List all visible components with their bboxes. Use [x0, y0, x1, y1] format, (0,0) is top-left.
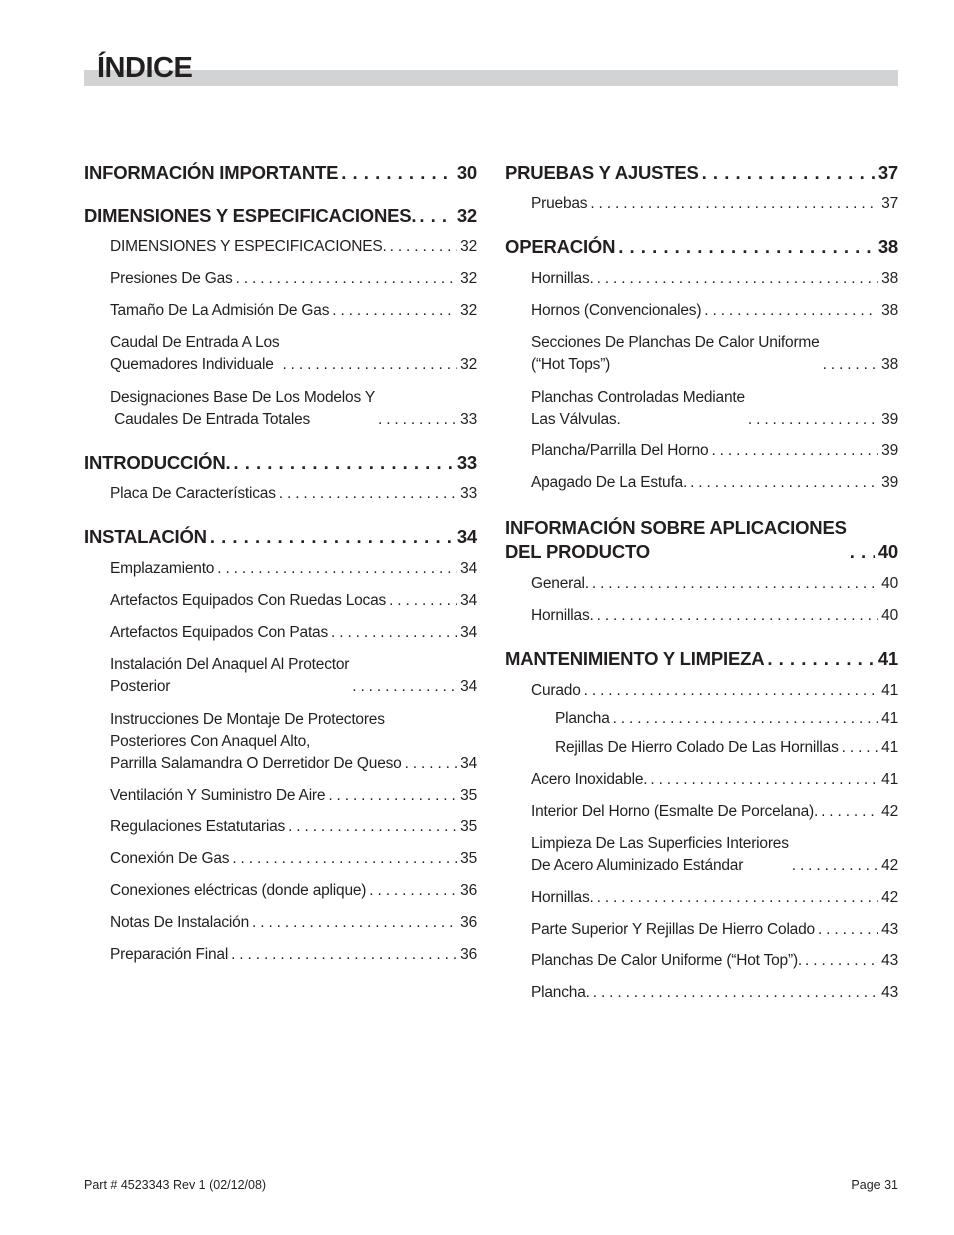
toc-entry-label: Planchas De Calor Uniforme (“Hot Top”).	[531, 952, 803, 969]
dot-leader	[593, 982, 878, 1004]
toc-entry-page: 34	[456, 526, 477, 547]
toc-entry-page: 36	[460, 946, 477, 963]
dot-leader	[352, 676, 457, 698]
dot-leader	[805, 950, 878, 972]
toc-entry[interactable]	[531, 833, 898, 877]
toc-entry-page: 34	[460, 592, 477, 609]
toc-entry-label: Hornos (Convencionales)	[531, 302, 702, 319]
toc-entry[interactable]	[110, 300, 477, 322]
toc-entry[interactable]	[110, 848, 477, 870]
toc-entry-label	[110, 387, 375, 431]
toc-entry[interactable]	[110, 785, 477, 807]
toc-entry[interactable]	[84, 204, 477, 228]
toc-entry-page: 41	[881, 739, 898, 756]
toc-entry-page: 35	[460, 787, 477, 804]
toc-entry-label: INFORMACIÓN IMPORTANTE	[84, 162, 339, 183]
toc-entry[interactable]	[531, 950, 898, 972]
toc-entry[interactable]	[531, 982, 898, 1004]
toc-entry[interactable]	[555, 708, 898, 730]
dot-leader	[704, 300, 878, 322]
toc-entry-label: Hornillas.	[531, 607, 594, 624]
dot-leader	[690, 472, 878, 494]
toc-entry-page: 37	[877, 162, 898, 183]
toc-entry[interactable]	[110, 590, 477, 612]
dot-leader	[711, 440, 878, 462]
toc-entry-page: 34	[460, 678, 477, 695]
dot-leader	[748, 409, 878, 431]
dot-leader	[584, 680, 879, 702]
toc-entry[interactable]	[505, 647, 898, 671]
toc-entry-label-line: Instrucciones De Montaje De Protectores	[110, 711, 385, 728]
toc-entry-page: 41	[881, 710, 898, 727]
dot-leader	[597, 887, 879, 909]
toc-entry[interactable]	[110, 880, 477, 902]
page-title: ÍNDICE	[97, 52, 193, 84]
toc-entry-page: 43	[881, 984, 898, 1001]
dot-leader	[232, 848, 457, 870]
toc-entry[interactable]	[505, 161, 898, 185]
title-bar	[84, 70, 898, 86]
toc-entry-label: Notas De Instalación	[110, 914, 250, 931]
toc-entry-label: Ventilación Y Suministro De Aire	[110, 787, 326, 804]
toc-entry-label: Acero Inoxidable.	[531, 771, 648, 788]
toc-entry-label	[505, 516, 847, 564]
toc-entry[interactable]	[110, 912, 477, 934]
toc-entry-label: Conexiones eléctricas (donde aplique)	[110, 882, 367, 899]
dot-leader	[378, 409, 457, 431]
toc-entry[interactable]	[110, 558, 477, 580]
dot-leader	[592, 573, 878, 595]
toc-entry-label-line: Limpieza De Las Superficies Interiores	[531, 835, 789, 852]
dot-leader	[252, 912, 457, 934]
toc-entry-label: Parte Superior Y Rejillas De Hierro Colado	[531, 921, 815, 938]
toc-entry-label-line: Quemadores Individuale	[110, 356, 274, 373]
toc-entry-label-line: (“Hot Tops”)	[531, 356, 611, 373]
dot-leader	[233, 451, 453, 475]
toc-entry[interactable]	[110, 332, 477, 376]
dot-leader	[597, 605, 879, 627]
toc-entry-page: 38	[881, 270, 898, 287]
dot-leader	[419, 204, 453, 228]
toc-entry-page: 41	[881, 682, 898, 699]
toc-entry[interactable]	[110, 709, 477, 775]
toc-entry-label-line: De Acero Aluminizado Estándar	[531, 857, 744, 874]
toc-entry-label: Presiones De Gas	[110, 270, 233, 287]
toc-entry-label-line: Instalación Del Anaquel Al Protector	[110, 656, 350, 673]
toc-entry-page: 37	[881, 195, 898, 212]
toc-entry[interactable]	[531, 573, 898, 595]
toc-entry-page: 32	[460, 302, 477, 319]
toc-entry[interactable]	[531, 919, 898, 941]
toc-entry[interactable]	[84, 161, 477, 185]
toc-entry-label: Preparación Final	[110, 946, 229, 963]
dot-leader	[210, 525, 454, 549]
dot-leader	[341, 161, 454, 185]
dot-leader	[821, 801, 878, 823]
toc-entry[interactable]	[110, 622, 477, 644]
toc-entry-label: Hornillas.	[531, 270, 594, 287]
toc-entry[interactable]	[505, 516, 898, 564]
toc-entry-label	[110, 332, 279, 376]
toc-entry[interactable]	[110, 387, 477, 431]
toc-entry-page: 33	[460, 485, 477, 502]
toc-entry-label: Rejillas De Hierro Colado De Las Hornillas	[555, 739, 839, 756]
dot-leader	[850, 540, 875, 564]
toc-entry-label: MANTENIMIENTO Y LIMPIEZA	[505, 648, 765, 669]
dot-leader	[231, 944, 457, 966]
toc-entry-label: Emplazamiento	[110, 560, 215, 577]
toc-entry-label: Curado	[531, 682, 581, 699]
toc-entry-label-line: Posterior	[110, 678, 171, 695]
toc-entry[interactable]	[110, 236, 477, 258]
toc-entry-label: Plancha.	[531, 984, 590, 1001]
toc-entry-page: 36	[460, 882, 477, 899]
toc-entry-label: DIMENSIONES Y ESPECIFICACIONES.	[84, 205, 417, 226]
toc-entry-page: 32	[456, 205, 477, 226]
toc-entry-label-line: Planchas Controladas Mediante	[531, 389, 745, 406]
toc-entry[interactable]	[531, 300, 898, 322]
dot-leader	[328, 785, 457, 807]
toc-entry-label-line: INFORMACIÓN SOBRE APLICACIONES	[505, 517, 847, 538]
toc-entry-page: 38	[881, 356, 898, 373]
toc-entry-label: Conexión De Gas	[110, 850, 230, 867]
toc-entry[interactable]	[531, 769, 898, 791]
dot-leader	[650, 769, 878, 791]
toc-entry-page: 40	[881, 575, 898, 592]
toc-entry-page: 41	[881, 771, 898, 788]
toc-entry-label-line: Parrilla Salamandra O Derretidor De Queso	[110, 755, 402, 772]
toc-entry-label: DIMENSIONES Y ESPECIFICACIONES.	[110, 238, 387, 255]
dot-leader	[288, 816, 457, 838]
dot-leader	[369, 880, 457, 902]
toc-entry-page: 36	[460, 914, 477, 931]
dot-leader	[618, 235, 875, 259]
toc-entry-label: Pruebas	[531, 195, 588, 212]
toc-entry[interactable]	[531, 440, 898, 462]
toc-entry-page: 33	[456, 452, 477, 473]
toc-entry-page: 35	[460, 850, 477, 867]
toc-entry-label	[531, 833, 789, 877]
dot-leader	[590, 193, 878, 215]
toc-entry-page: 30	[456, 162, 477, 183]
toc-entry-label	[531, 387, 745, 431]
toc-entry[interactable]	[110, 944, 477, 966]
toc-entry-label-line: Posteriores Con Anaquel Alto,	[110, 733, 311, 750]
toc-entry[interactable]	[505, 235, 898, 259]
toc-entry-label: Plancha/Parrilla Del Horno	[531, 442, 709, 459]
toc-entry-label	[110, 654, 349, 698]
toc-entry-label: INSTALACIÓN	[84, 526, 207, 547]
toc-entry-page: 35	[460, 818, 477, 835]
page-number: Page 31	[851, 1178, 898, 1192]
toc-entry-label: INTRODUCCIÓN.	[84, 452, 231, 473]
part-number: Part # 4523343 Rev 1 (02/12/08)	[84, 1178, 267, 1192]
dot-leader	[702, 161, 875, 185]
toc-entry-label: Interior Del Horno (Esmalte De Porcelana).	[531, 803, 819, 820]
toc-entry[interactable]	[110, 816, 477, 838]
toc-entry[interactable]	[110, 268, 477, 290]
toc-entry-label: Apagado De La Estufa.	[531, 474, 688, 491]
toc-entry-label-line: Caudales De Entrada Totales	[110, 411, 311, 428]
dot-leader	[390, 236, 458, 258]
toc-entry-page: 42	[881, 803, 898, 820]
dot-leader	[767, 647, 874, 671]
toc-entry-page: 42	[881, 889, 898, 906]
dot-leader	[613, 708, 879, 730]
dot-leader	[818, 919, 878, 941]
toc-entry[interactable]	[531, 268, 898, 290]
toc-entry-label: Artefactos Equipados Con Patas	[110, 624, 329, 641]
toc-entry[interactable]	[531, 332, 898, 376]
toc-entry[interactable]	[531, 801, 898, 823]
toc-entry[interactable]	[84, 525, 477, 549]
dot-leader	[405, 753, 458, 775]
dot-leader	[282, 354, 457, 376]
dot-leader	[332, 300, 457, 322]
toc-entry-page: 43	[881, 921, 898, 938]
toc-entry-label-line: Caudal De Entrada A Los	[110, 334, 280, 351]
toc-entry-label: OPERACIÓN	[505, 236, 616, 257]
toc-entry-label-line: Designaciones Base De Los Modelos Y	[110, 389, 375, 406]
dot-leader	[842, 737, 879, 759]
toc-entry-page: 38	[877, 236, 898, 257]
toc-entry-page: 40	[881, 607, 898, 624]
toc-entry[interactable]	[110, 654, 477, 698]
toc-entry-page: 42	[881, 857, 898, 874]
toc-entry-page: 39	[881, 474, 898, 491]
dot-leader	[389, 590, 457, 612]
dot-leader	[331, 622, 457, 644]
toc-entry[interactable]	[110, 483, 477, 505]
toc-entry-page: 40	[877, 541, 898, 562]
toc-entry[interactable]	[531, 472, 898, 494]
toc-entry-label: Tamaño De La Admisión De Gas	[110, 302, 330, 319]
toc-entry-page: 39	[881, 442, 898, 459]
toc-entry-page: 39	[881, 411, 898, 428]
toc-entry-label: Artefactos Equipados Con Ruedas Locas	[110, 592, 387, 609]
dot-leader	[597, 268, 879, 290]
toc-entry-label: Regulaciones Estatutarias	[110, 818, 286, 835]
dot-leader	[823, 354, 879, 376]
toc-entry-label	[531, 332, 820, 376]
toc-entry-page: 34	[460, 755, 477, 772]
toc-entry-page: 38	[881, 302, 898, 319]
toc-entry-label: Plancha	[555, 710, 610, 727]
toc-entry[interactable]	[531, 887, 898, 909]
toc-entry-label	[110, 709, 402, 775]
toc-entry[interactable]	[531, 680, 898, 702]
toc-entry-page: 43	[881, 952, 898, 969]
toc-entry-label: General.	[531, 575, 589, 592]
toc-entry-page: 32	[460, 238, 477, 255]
toc-entry-page: 41	[877, 648, 898, 669]
toc-entry[interactable]	[531, 387, 898, 431]
toc-entry[interactable]	[531, 193, 898, 215]
toc-entry-label-line: Las Válvulas.	[531, 411, 621, 428]
toc-entry-page: 32	[460, 270, 477, 287]
toc-entry-page: 33	[460, 411, 477, 428]
toc-entry-page: 34	[460, 624, 477, 641]
toc-entry-label-line: Secciones De Planchas De Calor Uniforme	[531, 334, 820, 351]
dot-leader	[792, 855, 878, 877]
toc-entry[interactable]	[555, 737, 898, 759]
toc-entry-page: 34	[460, 560, 477, 577]
dot-leader	[279, 483, 457, 505]
toc-entry[interactable]	[531, 605, 898, 627]
dot-leader	[217, 558, 457, 580]
toc-entry-label: PRUEBAS Y AJUSTES	[505, 162, 699, 183]
dot-leader	[236, 268, 458, 290]
toc-entry-page: 32	[460, 356, 477, 373]
toc-entry-label: Hornillas.	[531, 889, 594, 906]
toc-entry-label-line: DEL PRODUCTO	[505, 541, 650, 562]
toc-entry[interactable]	[84, 451, 477, 475]
toc-entry-label: Placa De Características	[110, 485, 276, 502]
